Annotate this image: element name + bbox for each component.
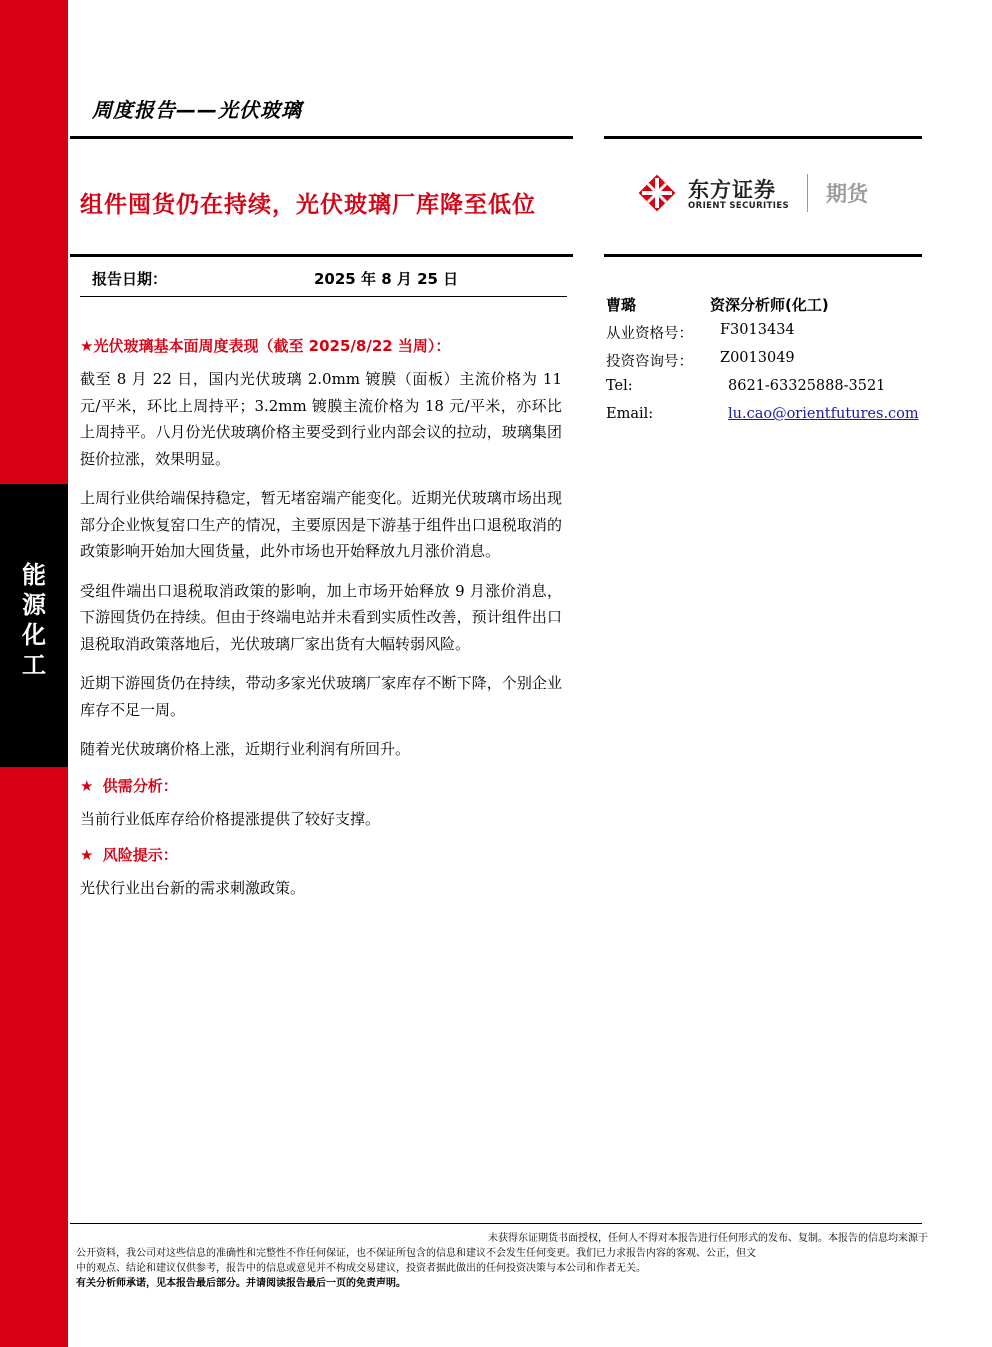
paragraph-profit: 随着光伏玻璃价格上涨，近期行业利润有所回升。	[80, 740, 411, 758]
sector-char: 化	[22, 621, 46, 649]
disclaimer-line: 公开资料，我公司对这些信息的准确性和完整性不作任何保证，也不保证所包含的信息和建议不会发生任何变更。我们已力求报告内容的客观、公正，但文	[76, 1248, 756, 1259]
header-rule-right	[604, 136, 922, 139]
consult-number: Z0013049	[720, 350, 795, 366]
orient-diamond-icon	[636, 172, 678, 214]
risk-heading	[80, 845, 562, 865]
tel-label: Tel:	[606, 378, 633, 394]
supply-demand-heading-text: 供需分析：	[102, 776, 178, 795]
title-rule-right	[604, 254, 922, 257]
supply-demand-heading	[80, 776, 562, 796]
brand-logo	[636, 172, 886, 216]
paragraph-supply: 上周行业供给端保持稳定，暂无堵窑端产能变化。近期光伏玻璃市场出现部分企业恢复窑口生产的情况，主要原因是下游基于组件出口退税取消的政策影响开始加大囤货量，此外市场也开始释放九月涨价消息。	[80, 489, 562, 560]
qualification-label: 从业资格号：	[606, 326, 693, 342]
star-icon: ★	[80, 846, 94, 864]
disclaimer-line: 未获得东证期货书面授权，任何人不得对本报告进行任何形式的发布、复制。本报告的信息均来源于	[488, 1233, 928, 1244]
paragraph-inventory: 近期下游囤货仍在持续，带动多家光伏玻璃厂家库存不断下降，个别企业库存不足一周。	[80, 674, 562, 719]
disclaimer-line: 中的观点、结论和建议仅供参考，报告中的信息或意见并不构成交易建议，投资者据此做出的任何投资决策与本公司和作者无关。	[76, 1263, 646, 1274]
analyst-title: 资深分析师(化工)	[710, 296, 829, 314]
fundamentals-heading: ★光伏玻璃基本面周度表现（截至 2025/8/22 当周）：	[80, 337, 451, 355]
report-date-value: 2025 年 8 月 25 日	[314, 270, 459, 288]
tel-number: 8621-63325888-3521	[728, 378, 886, 394]
email-link[interactable]: lu.cao@orientfutures.com	[728, 406, 919, 422]
disclaimer-note: 有关分析师承诺，见本报告最后部分。并请阅读报告最后一页的免责声明。	[76, 1278, 406, 1289]
star-icon: ★	[80, 776, 94, 795]
analyst-name: 曹璐	[606, 296, 637, 314]
brand-division: 期货	[826, 182, 868, 206]
report-body	[80, 336, 562, 915]
brand-name-en: ORIENT SECURITIES	[688, 201, 790, 211]
email-label: Email:	[606, 406, 654, 422]
logo-divider	[807, 174, 808, 212]
supply-demand-text: 当前行业低库存给价格提涨提供了较好支撑。	[80, 809, 381, 828]
date-rule	[80, 296, 567, 297]
sector-char: 工	[22, 651, 46, 679]
consult-label: 投资咨询号：	[606, 354, 693, 370]
sector-char: 能	[22, 561, 46, 589]
risk-text: 光伏行业出台新的需求刺激政策。	[80, 879, 306, 897]
brand-name-cn: 东方证券	[688, 178, 776, 202]
title-rule-left	[70, 254, 573, 257]
report-type-title: 周度报告——光伏玻璃	[92, 98, 302, 122]
risk-heading-text: 风险提示：	[102, 846, 178, 864]
qualification-number: F3013434	[720, 322, 795, 338]
disclaimer-footer	[76, 1231, 928, 1291]
paragraph-price: 截至 8 月 22 日，国内光伏玻璃 2.0mm 镀膜（面板）主流价格为 11 元/平米，环比上周持平；3.2mm 镀膜主流价格为 18 元/平米，亦环比上周持平。八月份光伏玻璃价格主要受到行业内部会议的拉动，玻璃集团挺价拉涨，效果明显。	[80, 370, 562, 468]
report-headline: 组件囤货仍在持续，光伏玻璃厂库降至低位	[80, 192, 536, 218]
report-date-label: 报告日期：	[92, 270, 168, 288]
header-rule-left	[70, 136, 573, 139]
footer-rule	[70, 1223, 922, 1224]
sector-label	[0, 560, 68, 680]
paragraph-demand: 受组件端出口退税取消政策的影响，加上市场开始释放 9 月涨价消息，下游囤货仍在持续。但由于终端电站并未看到实质性改善，预计组件出口退税取消政策落地后，光伏玻璃厂家出货有大幅转弱风险。	[80, 581, 562, 653]
sector-char: 源	[22, 591, 46, 619]
